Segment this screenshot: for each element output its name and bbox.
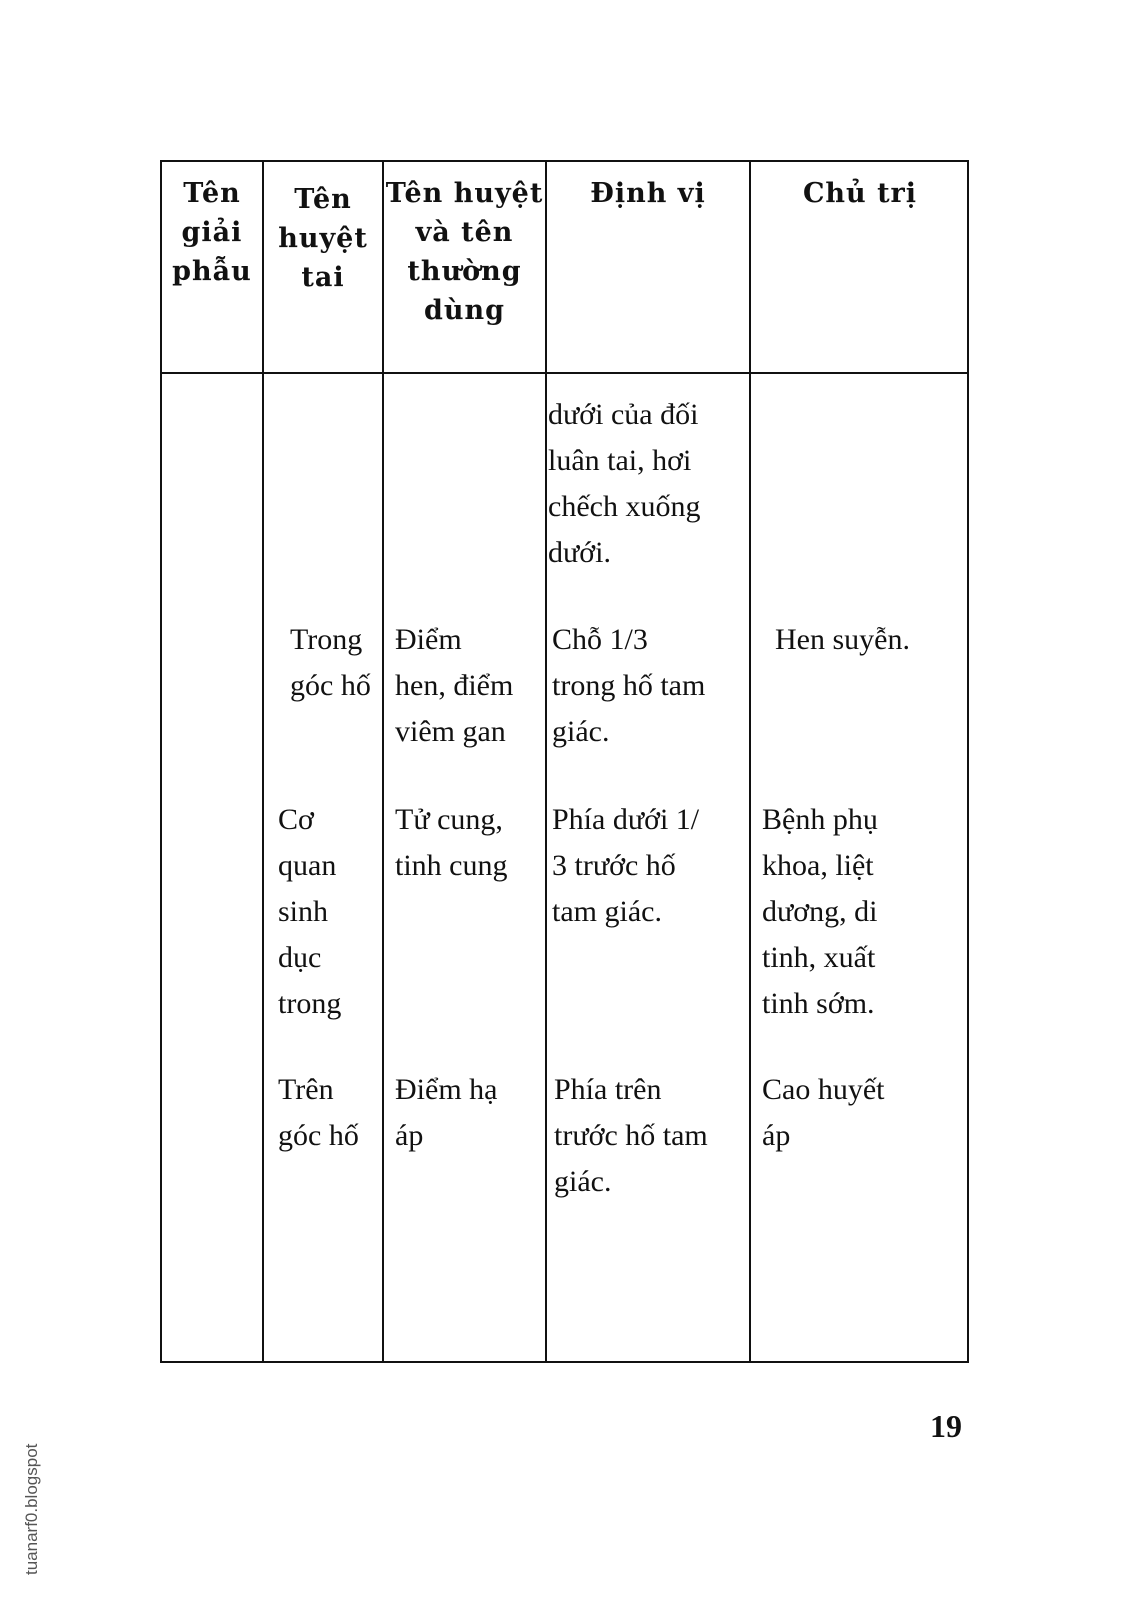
common-name-cell: Điểm hen, điểm viêm gan bbox=[395, 623, 514, 748]
column-divider bbox=[382, 162, 384, 1361]
header-common-name: Tên huyệt và tên thường dùng bbox=[385, 178, 544, 326]
location-cell: Phía dưới 1/ 3 trước hố tam giác. bbox=[552, 803, 700, 928]
location-cell: Phía trên trước hố tam giác. bbox=[554, 1073, 708, 1198]
location-cell-continued: dưới của đối luân tai, hơi chếch xuống dưới. bbox=[548, 398, 701, 569]
ear-point-cell: Cơ quan sinh dục trong bbox=[278, 803, 342, 1020]
header-ear-point: Tên huyệt tai bbox=[278, 184, 368, 293]
page-number: 19 bbox=[930, 1408, 962, 1444]
ear-point-cell: Trên góc hố bbox=[278, 1073, 359, 1152]
header-location: Định vị bbox=[590, 178, 706, 209]
location-cell: Chỗ 1/3 trong hố tam giác. bbox=[552, 623, 706, 748]
watermark: tuanarf0.blogspot bbox=[22, 1443, 41, 1575]
header-divider bbox=[162, 372, 967, 374]
indication-cell: Hen suyễn. bbox=[775, 623, 910, 656]
common-name-cell: Điểm hạ áp bbox=[395, 1073, 498, 1152]
column-divider bbox=[749, 162, 751, 1361]
column-divider bbox=[545, 162, 547, 1361]
indication-cell: Cao huyết áp bbox=[762, 1073, 885, 1152]
ear-point-cell: Trong góc hố bbox=[290, 623, 371, 702]
column-divider bbox=[262, 162, 264, 1361]
common-name-cell: Tử cung, tinh cung bbox=[395, 803, 508, 882]
header-anatomical-name: Tên giải phẫu bbox=[172, 178, 252, 287]
acupoint-table bbox=[160, 160, 969, 1363]
header-indication: Chủ trị bbox=[802, 178, 918, 209]
indication-cell: Bệnh phụ khoa, liệt dương, di tinh, xuất tinh sớm. bbox=[762, 803, 878, 1020]
